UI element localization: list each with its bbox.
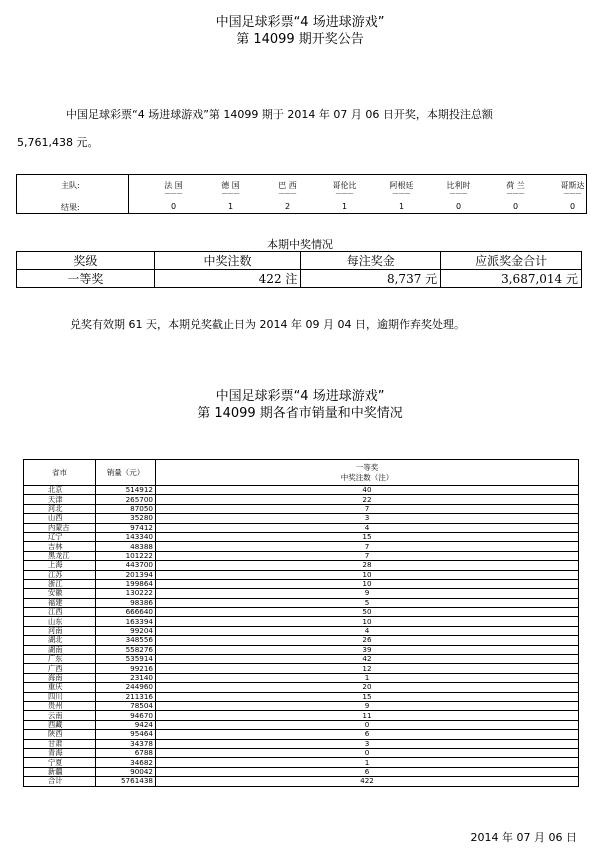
match-results-table [16,174,587,214]
table-row [24,673,579,682]
table-row [24,777,579,786]
province-name: 宁夏 [24,758,96,767]
province-name: 福建 [24,598,96,607]
table-row [24,486,579,495]
province-name: 四川 [24,692,96,701]
province-sales: 101222 [96,551,156,560]
separator-dash: ——— [278,190,297,197]
match-column [373,175,430,213]
province-wins: 10 [156,617,579,626]
match-result: 0 [455,202,462,211]
province-name: 合计 [24,777,96,786]
province-sales: 34682 [96,758,156,767]
province-name: 江西 [24,608,96,617]
province-sales-table [23,459,579,787]
province-wins: 3 [156,514,579,523]
table-row [24,626,579,635]
province-name: 安徽 [24,589,96,598]
province-name: 河南 [24,626,96,635]
province-wins: 6 [156,730,579,739]
match-result: 1 [398,202,405,211]
province-wins: 1 [156,758,579,767]
table-row [24,523,579,532]
province-wins: 7 [156,551,579,560]
province-sales: 78504 [96,701,156,710]
province-wins: 0 [156,720,579,729]
province-sales: 98386 [96,598,156,607]
team-name: 比利时 [446,181,471,190]
table-row [24,514,579,523]
province-wins: 422 [156,777,579,786]
province-sales: 535914 [96,655,156,664]
province-wins: 0 [156,748,579,757]
province-name: 广东 [24,655,96,664]
table-row [24,720,579,729]
table-row [24,645,579,654]
team-name: 荷 兰 [506,181,525,190]
province-name: 贵州 [24,701,96,710]
province-name: 河北 [24,504,96,513]
province-wins: 9 [156,589,579,598]
province-sales: 34378 [96,739,156,748]
province-table-header [24,460,579,486]
table-row [24,542,579,551]
match-column [202,175,259,213]
province-name: 新疆 [24,767,96,776]
province-name: 广西 [24,664,96,673]
province-name: 山东 [24,617,96,626]
prize-per-bet: 8,737 元 [301,270,441,288]
table-row [24,739,579,748]
team-name: 哥伦比 [332,181,357,190]
province-wins: 22 [156,495,579,504]
prize-table-caption: 本期中奖情况 [267,238,333,251]
prize-row [17,270,582,288]
province-wins: 42 [156,655,579,664]
table-row [24,748,579,757]
province-name: 山西 [24,514,96,523]
province-sales: 35280 [96,514,156,523]
province-wins: 26 [156,636,579,645]
match-column [316,175,373,213]
table-row [24,617,579,626]
team-name: 法 国 [164,181,183,190]
table-row [24,598,579,607]
table-row [24,664,579,673]
separator-dash: ——— [563,190,582,197]
table-row [24,767,579,776]
province-sales: 23140 [96,673,156,682]
match-column [259,175,316,213]
table-row [24,692,579,701]
province-sales: 87050 [96,504,156,513]
prize-total: 3,687,014 元 [441,270,582,288]
province-sales: 348556 [96,636,156,645]
footer-date: 2014 年 07 月 06 日 [470,831,577,844]
announcement-subtitle: 第 14099 期开奖公告 [236,32,364,47]
match-column [430,175,487,213]
province-header-sales: 销量（元） [96,460,156,486]
province-sales: 201394 [96,570,156,579]
table-row [24,730,579,739]
province-wins: 15 [156,532,579,541]
table-row [24,636,579,645]
separator-dash: ——— [392,190,411,197]
province-sales: 558276 [96,645,156,654]
table-row [24,570,579,579]
team-name: 哥斯达 [560,181,585,190]
province-wins: 40 [156,486,579,495]
province-wins: 4 [156,626,579,635]
table-row [24,711,579,720]
province-wins: 7 [156,504,579,513]
province-name: 黑龙江 [24,551,96,560]
province-name: 辽宁 [24,532,96,541]
province-sales: 97412 [96,523,156,532]
province-header-prize [156,460,579,486]
province-section-title: 中国足球彩票“4 场进球游戏” [215,389,385,404]
province-sales: 94670 [96,711,156,720]
match-column [145,175,202,213]
province-wins: 11 [156,711,579,720]
province-sales: 514912 [96,486,156,495]
match-result: 1 [227,202,234,211]
province-sales: 5761438 [96,777,156,786]
province-header-prize-count: 中奖注数（注） [340,472,394,482]
province-name: 西藏 [24,720,96,729]
province-name: 湖北 [24,636,96,645]
table-row [24,579,579,588]
province-name: 天津 [24,495,96,504]
province-name: 北京 [24,486,96,495]
province-sales: 244960 [96,683,156,692]
province-wins: 7 [156,542,579,551]
province-wins: 6 [156,767,579,776]
table-row [24,504,579,513]
team-name: 巴 西 [278,181,297,190]
province-name: 江苏 [24,570,96,579]
match-column [544,175,600,213]
province-name: 浙江 [24,579,96,588]
province-wins: 10 [156,579,579,588]
table-row [24,655,579,664]
team-name: 德 国 [221,181,240,190]
province-sales: 143340 [96,532,156,541]
table-row [24,551,579,560]
team-name: 阿根廷 [389,181,414,190]
team-label: 主队: [61,181,80,190]
prize-count: 422 注 [154,270,301,288]
table-row [24,495,579,504]
separator-dash: ——— [221,190,240,197]
announcement-title: 中国足球彩票“4 场进球游戏” [215,15,385,30]
province-sales: 95464 [96,730,156,739]
province-wins: 39 [156,645,579,654]
separator-dash: ——— [335,190,354,197]
province-name: 湖南 [24,645,96,654]
separator-dash: ——— [449,190,468,197]
province-sales: 666640 [96,608,156,617]
prize-level: 一等奖 [17,270,155,288]
province-name: 陕西 [24,730,96,739]
province-name: 吉林 [24,542,96,551]
province-name: 青海 [24,748,96,757]
announcement-text-line1: 中国足球彩票“4 场进球游戏”第 14099 期于 2014 年 07 月 06 日开奖，本期投注总额 [66,108,493,121]
province-wins: 9 [156,701,579,710]
match-result: 2 [284,202,291,211]
province-wins: 20 [156,683,579,692]
province-sales: 6788 [96,748,156,757]
separator-dash: ——— [164,190,183,197]
province-name: 云南 [24,711,96,720]
province-section-subtitle: 第 14099 期各省市销量和中奖情况 [197,406,403,421]
province-header-name: 省市 [24,460,96,486]
table-row [24,608,579,617]
announcement-text-line2: 5,761,438 元。 [17,136,99,149]
province-name: 内蒙古 [24,523,96,532]
table-row [24,532,579,541]
prize-header-level: 奖级 [17,252,155,270]
province-wins: 10 [156,570,579,579]
table-row [24,589,579,598]
province-sales: 9424 [96,720,156,729]
province-header-prize-level: 一等奖 [355,462,379,472]
province-sales: 48388 [96,542,156,551]
province-wins: 15 [156,692,579,701]
separator-dash: ——— [506,190,525,197]
prize-table-header [17,252,582,270]
province-name: 上海 [24,561,96,570]
province-sales: 90042 [96,767,156,776]
province-name: 海南 [24,673,96,682]
province-wins: 4 [156,523,579,532]
match-label-column [17,175,129,213]
province-sales: 265700 [96,495,156,504]
table-row [24,561,579,570]
match-result: 0 [170,202,177,211]
result-label: 结果: [61,203,80,212]
match-result: 0 [512,202,519,211]
province-sales: 99216 [96,664,156,673]
province-sales: 163394 [96,617,156,626]
province-wins: 3 [156,739,579,748]
prize-table [16,251,582,288]
match-result: 1 [341,202,348,211]
province-wins: 5 [156,598,579,607]
province-sales: 443700 [96,561,156,570]
province-wins: 50 [156,608,579,617]
province-sales: 99204 [96,626,156,635]
redemption-notice: 兑奖有效期 61 天，本期兑奖截止日为 2014 年 09 月 04 日，逾期作弃奖处理。 [70,318,465,331]
province-wins: 1 [156,673,579,682]
province-sales: 211316 [96,692,156,701]
match-column [487,175,544,213]
table-row [24,701,579,710]
province-sales: 130222 [96,589,156,598]
match-result: 0 [569,202,576,211]
province-name: 甘肃 [24,739,96,748]
province-wins: 28 [156,561,579,570]
province-sales: 199864 [96,579,156,588]
prize-header-count: 中奖注数 [154,252,301,270]
province-name: 重庆 [24,683,96,692]
province-wins: 12 [156,664,579,673]
table-row [24,758,579,767]
prize-header-total: 应派奖金合计 [441,252,582,270]
table-row [24,683,579,692]
prize-header-per-bet: 每注奖金 [301,252,441,270]
